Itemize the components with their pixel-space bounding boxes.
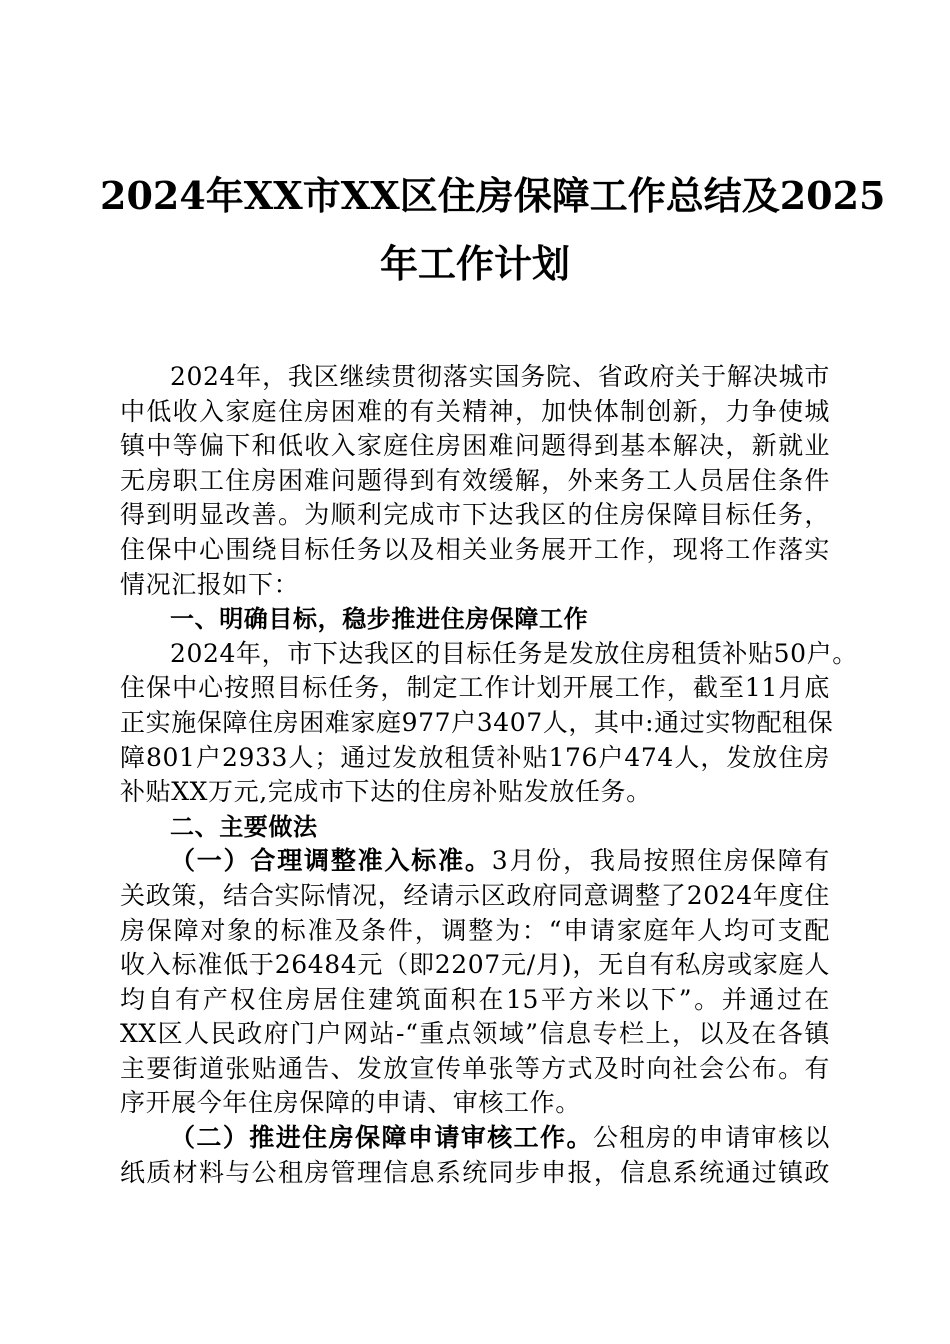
section-2-item-1-line: 主要街道张贴通告、发放宣传单张等方式及时向社会公布。有 bbox=[120, 1053, 830, 1083]
intro-line: 住保中心围绕目标任务以及相关业务展开工作，现将工作落实 bbox=[120, 534, 830, 564]
intro-line: 得到明显改善。为顺利完成市下达我区的住房保障目标任务， bbox=[120, 500, 830, 530]
document-title-line-2: 年工作计划 bbox=[379, 241, 570, 286]
section-2-item-2-line: 纸质材料与公租房管理信息系统同步申报，信息系统通过镇政 bbox=[120, 1157, 830, 1187]
section-2-item-2-first-line bbox=[120, 1121, 830, 1156]
section-2-item-1-line: 均自有产权住房居住建筑面积在15平方米以下”。并通过在 bbox=[120, 984, 830, 1014]
item-1-title: （一）合理调整准入标准。 bbox=[170, 846, 492, 876]
intro-line: 中低收入家庭住房困难的有关精神，加快体制创新，力争使城 bbox=[120, 396, 830, 426]
item-2-title: （二）推进住房保障申请审核工作。 bbox=[170, 1123, 593, 1153]
section-1-line: 障801户2933人；通过发放租赁补贴176户474人，发放住房 bbox=[120, 742, 830, 772]
section-1-line: 住保中心按照目标任务，制定工作计划开展工作，截至11月底 bbox=[120, 673, 830, 703]
intro-line: 2024年，我区继续贯彻落实国务院、省政府关于解决城市 bbox=[170, 362, 830, 391]
section-2-item-1-line: 关政策，结合实际情况，经请示区政府同意调整了2024年度住 bbox=[120, 880, 830, 910]
section-2-item-1-line: 收入标准低于26484元（即2207元/月)，无自有私房或家庭人 bbox=[120, 950, 830, 980]
intro-line: 无房职工住房困难问题得到有效缓解，外来务工人员居住条件 bbox=[120, 465, 830, 495]
intro-line: 镇中等偏下和低收入家庭住房困难问题得到基本解决，新就业 bbox=[120, 431, 830, 461]
section-2-heading: 二、主要做法 bbox=[170, 812, 318, 841]
section-1-line: 正实施保障住房困难家庭977户3407人，其中:通过实物配租保 bbox=[120, 707, 834, 737]
section-1-heading: 一、明确目标，稳步推进住房保障工作 bbox=[170, 605, 589, 634]
document-body bbox=[120, 360, 858, 1190]
section-2-item-1-line: XX区人民政府门户网站-“重点领域”信息专栏上，以及在各镇 bbox=[120, 1019, 830, 1049]
section-1-line: 2024年，市下达我区的目标任务是发放住房租赁补贴50户。 bbox=[170, 638, 858, 668]
item-1-text: 3月份，我局按照住房保障有 bbox=[491, 846, 830, 876]
section-1-line: 补贴XX万元,完成市下达的住房补贴发放任务。 bbox=[120, 777, 652, 807]
section-2-item-1-line: 序开展今年住房保障的申请、审核工作。 bbox=[120, 1088, 581, 1118]
section-2-item-1-first-line bbox=[120, 844, 830, 879]
item-2-text: 公租房的申请审核以 bbox=[592, 1123, 830, 1153]
document-title-line-1: 2024年XX市XX区住房保障工作总结及2025 bbox=[100, 173, 886, 218]
section-2-item-1-line: 房保障对象的标准及条件，调整为：“申请家庭年人均可支配 bbox=[120, 915, 830, 945]
intro-line: 情况汇报如下： bbox=[120, 569, 300, 599]
